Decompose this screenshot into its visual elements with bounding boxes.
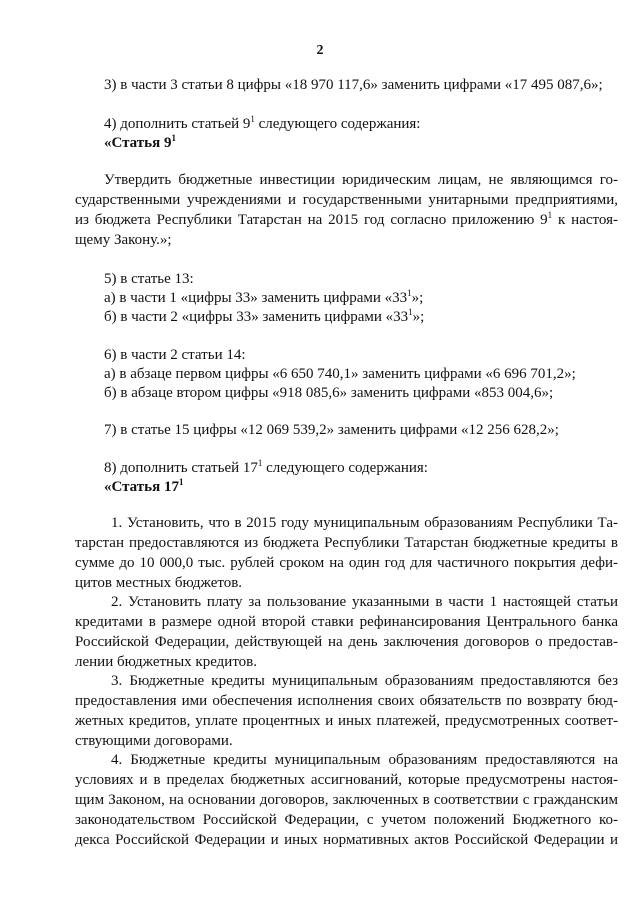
- article-17-1-part-1-line-1: 1. Установить, что в 2015 году муниципальным образованиям Республики Та-: [111, 515, 618, 531]
- item-5-a: а) в части 1 «цифры 33» заменить цифрами «$33^1$»;: [104, 288, 424, 306]
- article-9-1-text-line-3: из бюджета Республики Татарстан на 2015 год согласно приложению $9^1$ к настоя-: [75, 210, 618, 228]
- item-6-b: б) в абзаце втором цифры «918 085,6» заменить цифрами «853 004,6»;: [104, 385, 554, 401]
- item-8-intro: 8) дополнить статьей $17^1$ следующего содержания:: [104, 458, 428, 476]
- item-5-intro: 5) в статье 13:: [104, 271, 194, 287]
- article-17-1-part-2-line-2: кредитами в размере одной второй ставки рефинансирования Центрального банка: [75, 614, 618, 630]
- article-17-1-part-1-line-2: тарстан предоставляются из бюджета Республики Татарстан бюджетные кредиты в: [75, 535, 618, 551]
- article-9-1-text-line-4: щему Закону.»;: [75, 232, 172, 248]
- article-17-1-part-3-line-3: жетных кредитов, уплате процентных и иных платежей, предусмотренных соответ-: [75, 713, 618, 729]
- article-17-1-part-4-line-3: щим Законом, на основании договоров, заключенных в соответствии с гражданским: [75, 792, 618, 808]
- item-6-intro: 6) в части 2 статьи 14:: [104, 347, 246, 363]
- article-17-1-heading: «Статья $17^1$: [104, 477, 184, 495]
- article-9-1-text-line-2: сударственными учреждениями и государственными унитарными предприятиями,: [75, 192, 618, 208]
- article-17-1-part-4-line-4: законодательством Российской Федерации, с учетом положений Бюджетного ко-: [75, 812, 618, 828]
- article-17-1-part-3-line-1: 3. Бюджетные кредиты муниципальным образованиям предоставляются без: [111, 673, 618, 689]
- article-17-1-part-4-line-5: декса Российской Федерации и иных нормативных актов Российской Федерации и: [75, 832, 618, 848]
- article-17-1-part-2-line-1: 2. Установить плату за пользование указанными в части 1 настоящей статьи: [111, 594, 618, 610]
- page-number: 2: [316, 43, 324, 58]
- article-17-1-part-3-line-4: ствующими договорами.: [75, 733, 233, 749]
- article-17-1-part-1-line-3: сумме до 10 000,0 тыс. рублей сроком на один год для частичного покрытия дефи-: [75, 555, 618, 571]
- item-4-intro: 4) дополнить статьей $9^1$ следующего содержания:: [104, 114, 421, 132]
- article-17-1-part-3-line-2: предоставления ими обеспечения исполнения своих обязательств по возврату бюд-: [75, 693, 618, 709]
- item-6-a: а) в абзаце первом цифры «6 650 740,1» заменить цифрами «6 696 701,2»;: [104, 366, 576, 382]
- article-9-1-text-line-1: Утвердить бюджетные инвестиции юридическим лицам, не являющимся го-: [104, 172, 618, 188]
- item-7: 7) в статье 15 цифры «12 069 539,2» заменить цифрами «12 256 628,2»;: [104, 422, 559, 438]
- article-9-1-heading: «Статья $9^1$: [104, 133, 176, 151]
- article-17-1-part-2-line-3: Российской Федерации, действующей на день заключения договоров о предостав-: [75, 634, 618, 650]
- article-17-1-part-4-line-1: 4. Бюджетные кредиты муниципальным образованиям предоставляются на: [111, 752, 618, 768]
- item-5-b: б) в части 2 «цифры 33» заменить цифрами «$33^1$»;: [104, 307, 425, 325]
- article-17-1-part-1-line-4: цитов местных бюджетов.: [75, 575, 243, 591]
- article-17-1-part-2-line-4: лении бюджетных кредитов.: [75, 654, 258, 670]
- article-17-1-part-4-line-2: условиях и в пределах бюджетных ассигнований, которые предусмотрены настоя-: [75, 772, 618, 788]
- item-3: 3) в части 3 статьи 8 цифры «18 970 117,6» заменить цифрами «17 495 087,6»;: [104, 77, 603, 93]
